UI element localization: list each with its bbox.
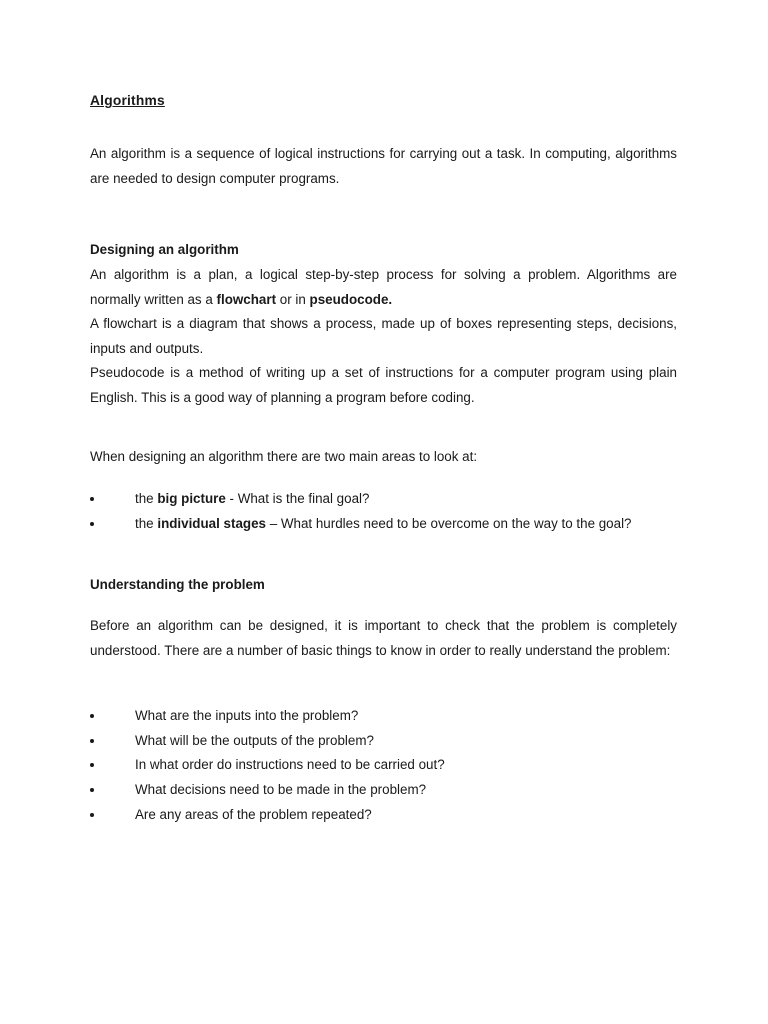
list-item-rest: – What hurdles need to be overcome on the way to the goal? (266, 515, 632, 531)
bullet-icon (90, 497, 94, 501)
list-item-text: What will be the outputs of the problem? (135, 732, 374, 748)
designing-p1-text-a: An algorithm is a plan, a logical step-by-step process for solving a problem. Algorithms are normally written as a (90, 267, 677, 307)
page-title: Algorithms (90, 93, 165, 108)
list-item-keyword: big picture (157, 491, 226, 506)
list-item (90, 706, 677, 731)
list-item-text (135, 514, 632, 534)
bullet-icon (90, 813, 94, 817)
areas-list (90, 489, 677, 538)
understanding-heading: Understanding the problem (90, 577, 265, 592)
list-item-text (135, 489, 369, 509)
bullet-icon (90, 522, 94, 526)
designing-paragraph-3: Pseudocode is a method of writing up a set of instructions for a computer program using plain English. This is a good way of planning a program before coding. (90, 365, 677, 405)
pseudocode-term: pseudocode. (309, 291, 393, 307)
list-item-keyword: individual stages (157, 515, 266, 531)
questions-list (90, 706, 677, 829)
flowchart-term: flowchart (216, 291, 277, 307)
list-item-prefix: the (135, 491, 158, 506)
understanding-paragraph: Before an algorithm can be designed, it is important to check that the problem is completely understood. There are a number of basic things to know in order to really understand the problem: (90, 618, 677, 658)
list-item (90, 805, 677, 830)
designing-p1-text-b: or in (276, 291, 310, 307)
designing-paragraph-1 (90, 263, 677, 312)
list-item (90, 514, 677, 539)
list-item-text: What decisions need to be made in the problem? (135, 782, 427, 798)
bullet-icon (90, 788, 94, 792)
intro-paragraph: An algorithm is a sequence of logical instructions for carrying out a task. In computing, algorithms are needed to design computer programs. (90, 146, 677, 186)
list-item (90, 755, 677, 780)
designing-heading: Designing an algorithm (90, 242, 239, 257)
bullet-icon (90, 714, 94, 718)
list-item-text: In what order do instructions need to be carried out? (135, 757, 445, 773)
list-item (90, 780, 677, 805)
list-item (90, 731, 677, 756)
list-item-text: What are the inputs into the problem? (135, 708, 359, 723)
list-item-text: Are any areas of the problem repeated? (135, 806, 372, 822)
areas-intro: When designing an algorithm there are two main areas to look at: (90, 449, 478, 464)
list-item-prefix: the (135, 515, 158, 531)
list-item-rest: - What is the final goal? (225, 491, 370, 506)
bullet-icon (90, 763, 94, 767)
designing-paragraph-2: A flowchart is a diagram that shows a process, made up of boxes representing steps, decisions, inputs and outputs. (90, 316, 677, 356)
list-item (90, 489, 677, 514)
bullet-icon (90, 739, 94, 743)
